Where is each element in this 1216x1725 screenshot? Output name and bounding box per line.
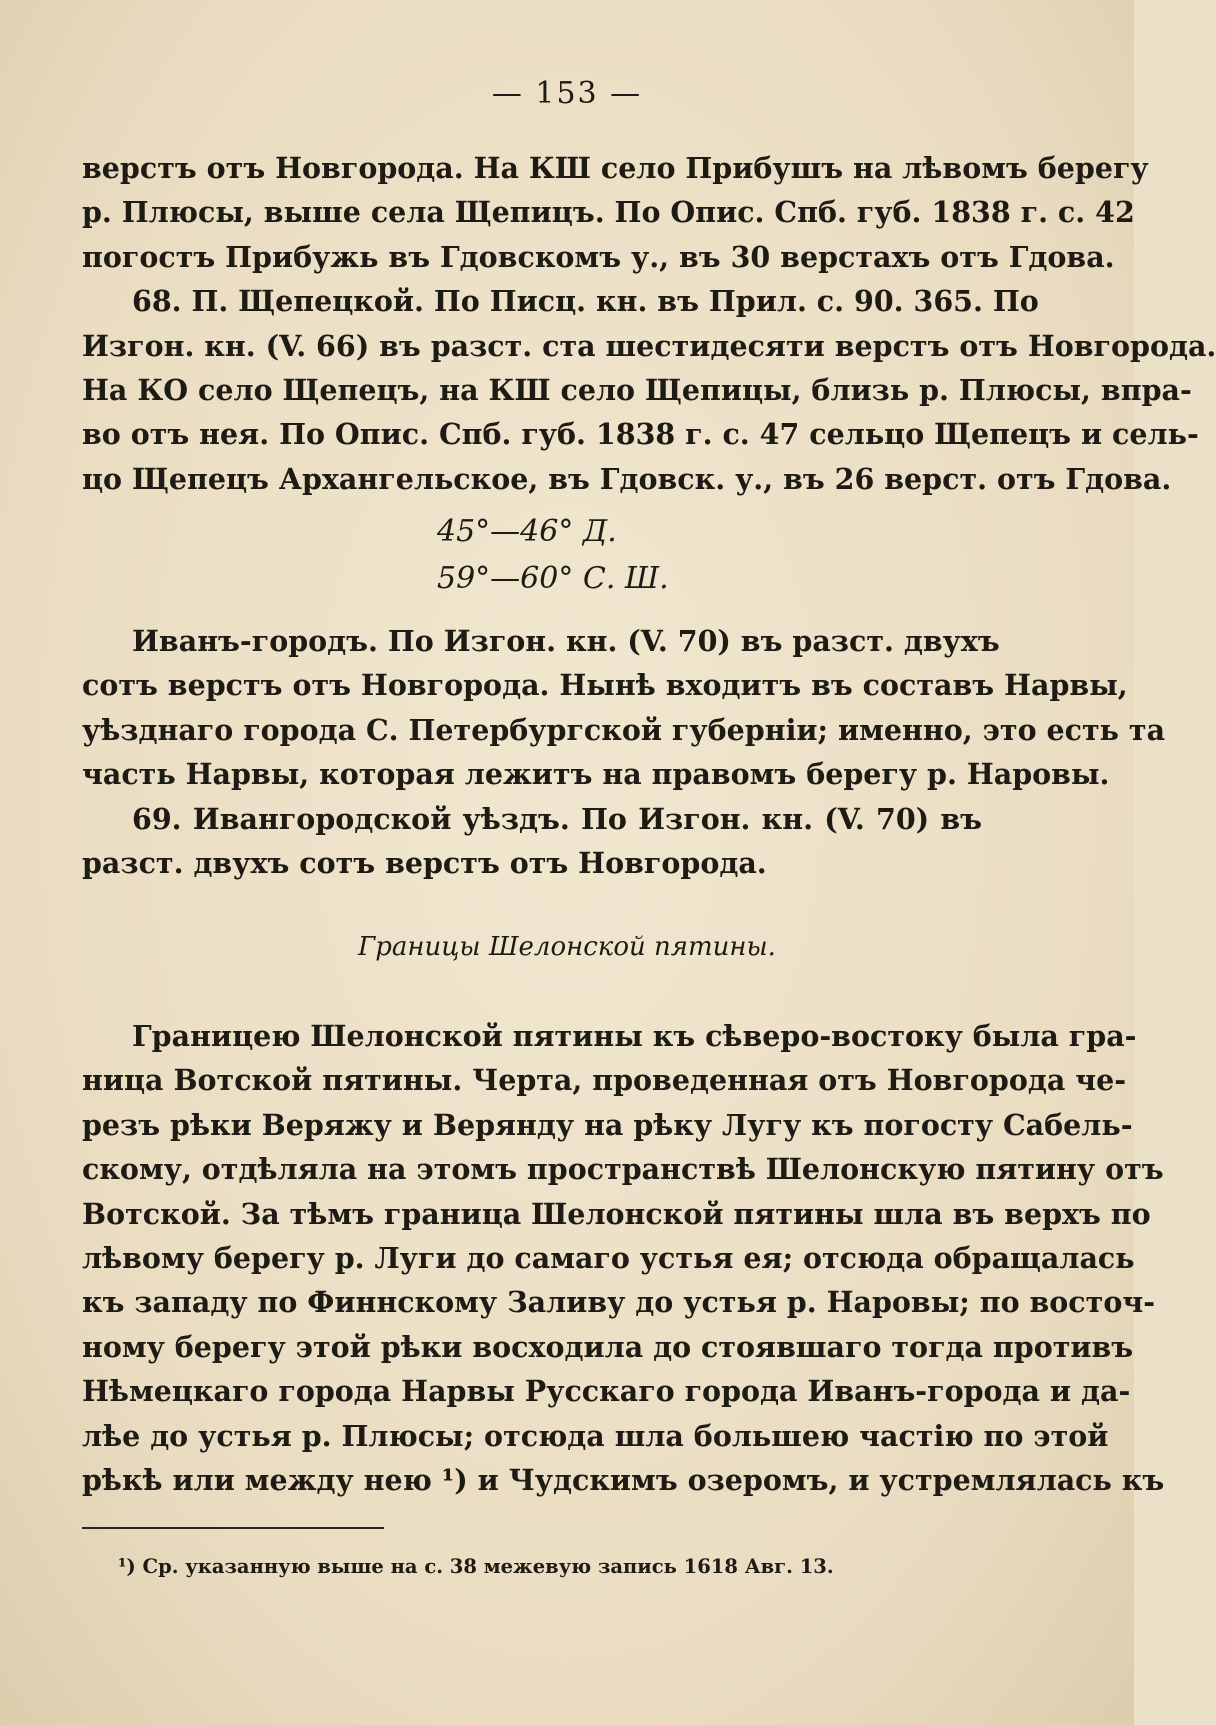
text-line: резъ рѣки Веряжу и Верянду на рѣку Лугу къ погосту Сабель-	[82, 1107, 1133, 1142]
longitude-heading: 45°—46° Д.	[437, 514, 617, 549]
text-line: разст. двухъ сотъ верстъ отъ Новгорода.	[82, 845, 767, 880]
text-line: скому, отдѣляла на этомъ пространствѣ Шелонскую пятину отъ	[82, 1152, 1164, 1187]
text-line: Иванъ-городъ. По Изгон. кн. (V. 70) въ разст. двухъ	[132, 624, 1000, 658]
text-line: сотъ верстъ отъ Новгорода. Нынѣ входитъ въ составъ Нарвы,	[82, 668, 1128, 703]
text-line: погостъ Прибужь въ Гдовскомъ у., въ 30 верстахъ отъ Гдова.	[82, 239, 1115, 274]
footnote-divider	[82, 1527, 384, 1529]
text-line: р. Плюсы, выше села Щепицъ. По Опис. Спб. губ. 1838 г. с. 42	[82, 195, 1135, 230]
text-line: Нѣмецкаго города Нарвы Русскаго города Иванъ-города и да-	[82, 1374, 1131, 1409]
text-line: уѣзднаго города С. Петербургской губерніи; именно, это есть та	[82, 712, 1166, 747]
footnote: ¹) Ср. указанную выше на с. 38 межевую запись 1618 Авг. 13.	[118, 1555, 834, 1578]
text-line: ному берегу этой рѣки восходила до стоявшаго тогда противъ	[82, 1329, 1134, 1364]
text-line: во отъ нея. По Опис. Спб. губ. 1838 г. с. 47 сельцо Щепецъ и сель-	[82, 417, 1199, 452]
page-number: — 153 —	[491, 76, 643, 111]
text-line: 69. Ивангородской уѣздъ. По Изгон. кн. (V. 70) въ	[132, 801, 982, 836]
text-line: рѣкѣ или между нею ¹) и Чудскимъ озеромъ, и устремлялась къ	[82, 1462, 1165, 1497]
text-line: цо Щепецъ Архангельское, въ Гдовск. у., въ 26 верст. отъ Гдова.	[82, 461, 1172, 496]
text-line: часть Нарвы, которая лежитъ на правомъ берегу р. Наровы.	[82, 757, 1110, 792]
text-line: Изгон. кн. (V. 66) въ разст. ста шестидесяти верстъ отъ Новгорода.	[82, 328, 1216, 363]
text-line: ница Вотской пятины. Черта, проведенная отъ Новгорода че-	[82, 1063, 1127, 1098]
text-line: Границею Шелонской пятины къ сѣверо-востоку была гра-	[132, 1019, 1137, 1053]
latitude-heading: 59°—60° С. Ш.	[437, 561, 669, 596]
text-line: къ западу по Финнскому Заливу до устья р. Наровы; по восточ-	[82, 1285, 1156, 1320]
text-line: верстъ отъ Новгорода. На КШ село Прибушъ на лѣвомъ берегу	[82, 151, 1149, 185]
text-line: лѣвому берегу р. Луги до самаго устья ея; отсюда обращалась	[82, 1240, 1135, 1275]
text-block-3	[82, 1014, 1165, 1502]
section-title: Границы Шелонской пятины.	[358, 932, 776, 962]
text-line: лѣе до устья р. Плюсы; отсюда шла большею частію по этой	[82, 1418, 1109, 1453]
text-block-2	[82, 619, 1166, 885]
text-line: Вотской. За тѣмъ граница Шелонской пятины шла въ верхъ по	[82, 1196, 1151, 1231]
text-line: На КО село Щепецъ, на КШ село Щепицы, близь р. Плюсы, впра-	[82, 372, 1192, 407]
text-block-1	[82, 146, 1216, 501]
text-line: 68. П. Щепецкой. По Писц. кн. въ Прил. с. 90. 365. По	[132, 284, 1039, 319]
